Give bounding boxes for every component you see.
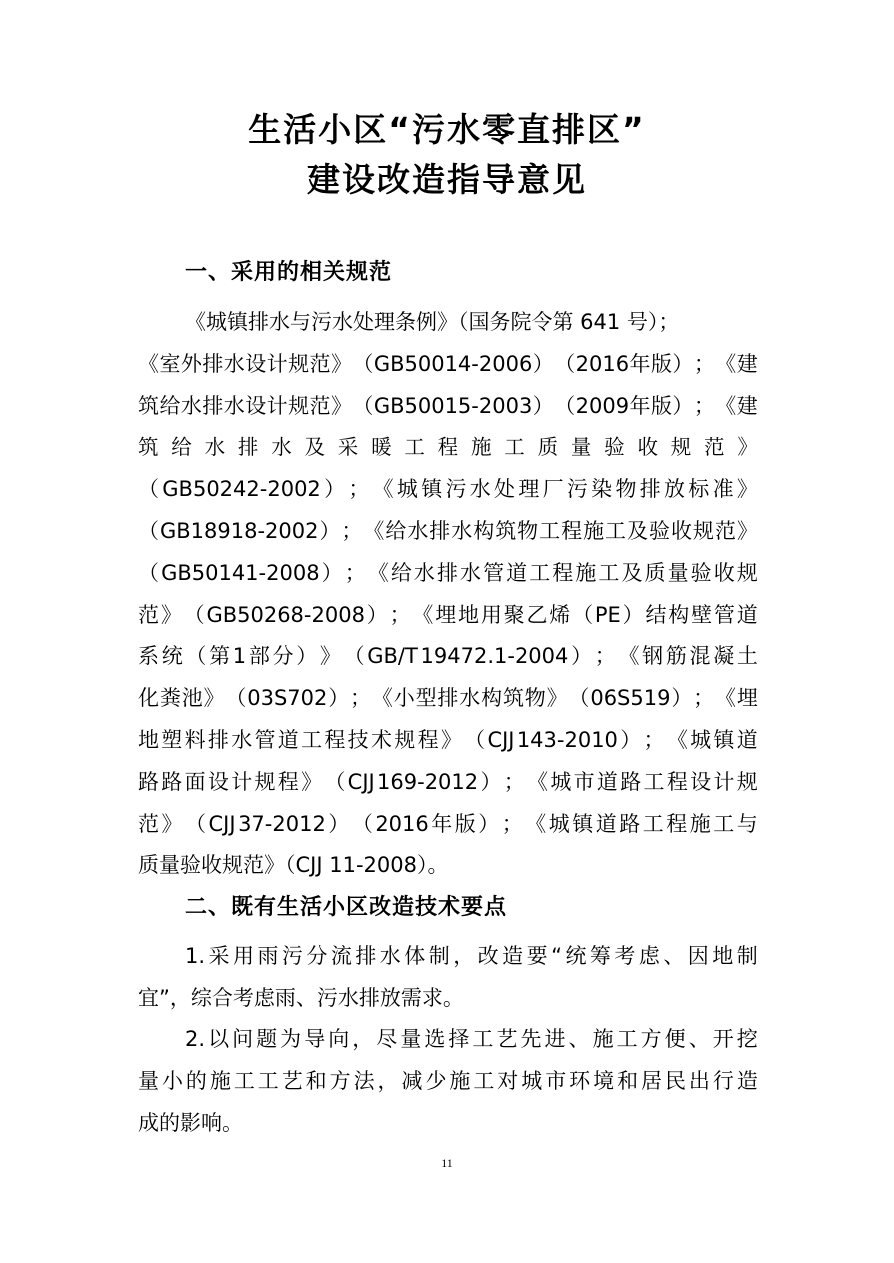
section-2-heading: 二、既有生活小区改造技术要点 [185,895,508,920]
document-title-line-2: 建设改造指导意见 [307,160,587,199]
text-line: 宜”，综合考虑雨、污水排放需求。 [138,985,464,1010]
page-number: 11 [441,1156,453,1170]
text-line: 《 室 外 排 水 设 计 规 范 》 （ GB50014-2006 ） （ 2016 年 版 ） ； 《 建 [138,351,758,376]
text-line: 范 》 （ GB50268-2008 ） ； 《 埋 地 用 聚 乙 烯 （ PE ） 结 构 壁 管 道 [138,602,758,627]
section-2-item-1 [138,936,758,1020]
text-line: 路 路 面 设 计 规 程 》 （ CJJ 169-2012 ） ； 《 城 市 道 路 工 程 设 计 规 [138,769,758,794]
text-line: 范 》 （ CJJ 37-2012 ） （ 2016 年 版 ） ； 《 城 镇 道 路 工 程 施 工 与 [138,811,758,836]
text-line: 质量验收规范》（CJJ 11-2008）。 [138,853,449,878]
text-line: 筑 给 水 排 水 及 采 暖 工 程 施 工 质 量 验 收 规 范 》 [138,435,758,460]
text-line: 化 粪 池 》 （ 03S702 ） ； 《 小 型 排 水 构 筑 物 》 （ 06S519 ） ； 《 埋 [138,686,758,711]
text-line: 筑 给 水 排 水 设 计 规 范 》 （ GB50015-2003 ） （ 2009 年 版 ） ； 《 建 [138,393,758,418]
text-line: 地 塑 料 排 水 管 道 工 程 技 术 规 程 》 （ CJJ 143-2010 ） ； 《 城 镇 道 [138,727,758,752]
text-line: 系 统 （ 第 1 部 分 ） 》 （ GB/T 19472.1-2004 ） ； 《 钢 筋 混 凝 土 [138,644,758,669]
section-2-item-2 [138,1019,758,1144]
text-line: （ GB50242-2002 ） ； 《 城 镇 污 水 处 理 厂 污 染 物 排 放 标 准 》 [138,477,758,502]
text-line: 成的影响。 [138,1110,243,1135]
text-line: （ GB50141-2008 ） ； 《 给 水 排 水 管 道 工 程 施 工 及 质 量 验 收 规 [138,560,758,585]
text-line: （ GB18918-2002 ） ； 《 给 水 排 水 构 筑 物 工 程 施 工 及 验 收 规 范 》 [138,518,758,543]
text-line: 量 小 的 施 工 工 艺 和 方 法 ， 减 少 施 工 对 城 市 环 境 和 居 民 出 行 造 [138,1068,758,1093]
text-line: 2. 以 问 题 为 导 向 ， 尽 量 选 择 工 艺 先 进 、 施 工 方 便 、 开 挖 [185,1027,758,1051]
document-title-line-1: 生活小区“污水零直排区” [248,110,646,149]
section-1-body [138,302,758,887]
text-line: 《城镇排水与污水处理条例》（国务院令第 641 号）； [185,310,680,334]
text-line: 1. 采 用 雨 污 分 流 排 水 体 制 ， 改 造 要 “ 统 筹 考 虑 、 因 地 制 [185,944,758,968]
section-1-heading: 一、采用的相关规范 [185,260,393,285]
